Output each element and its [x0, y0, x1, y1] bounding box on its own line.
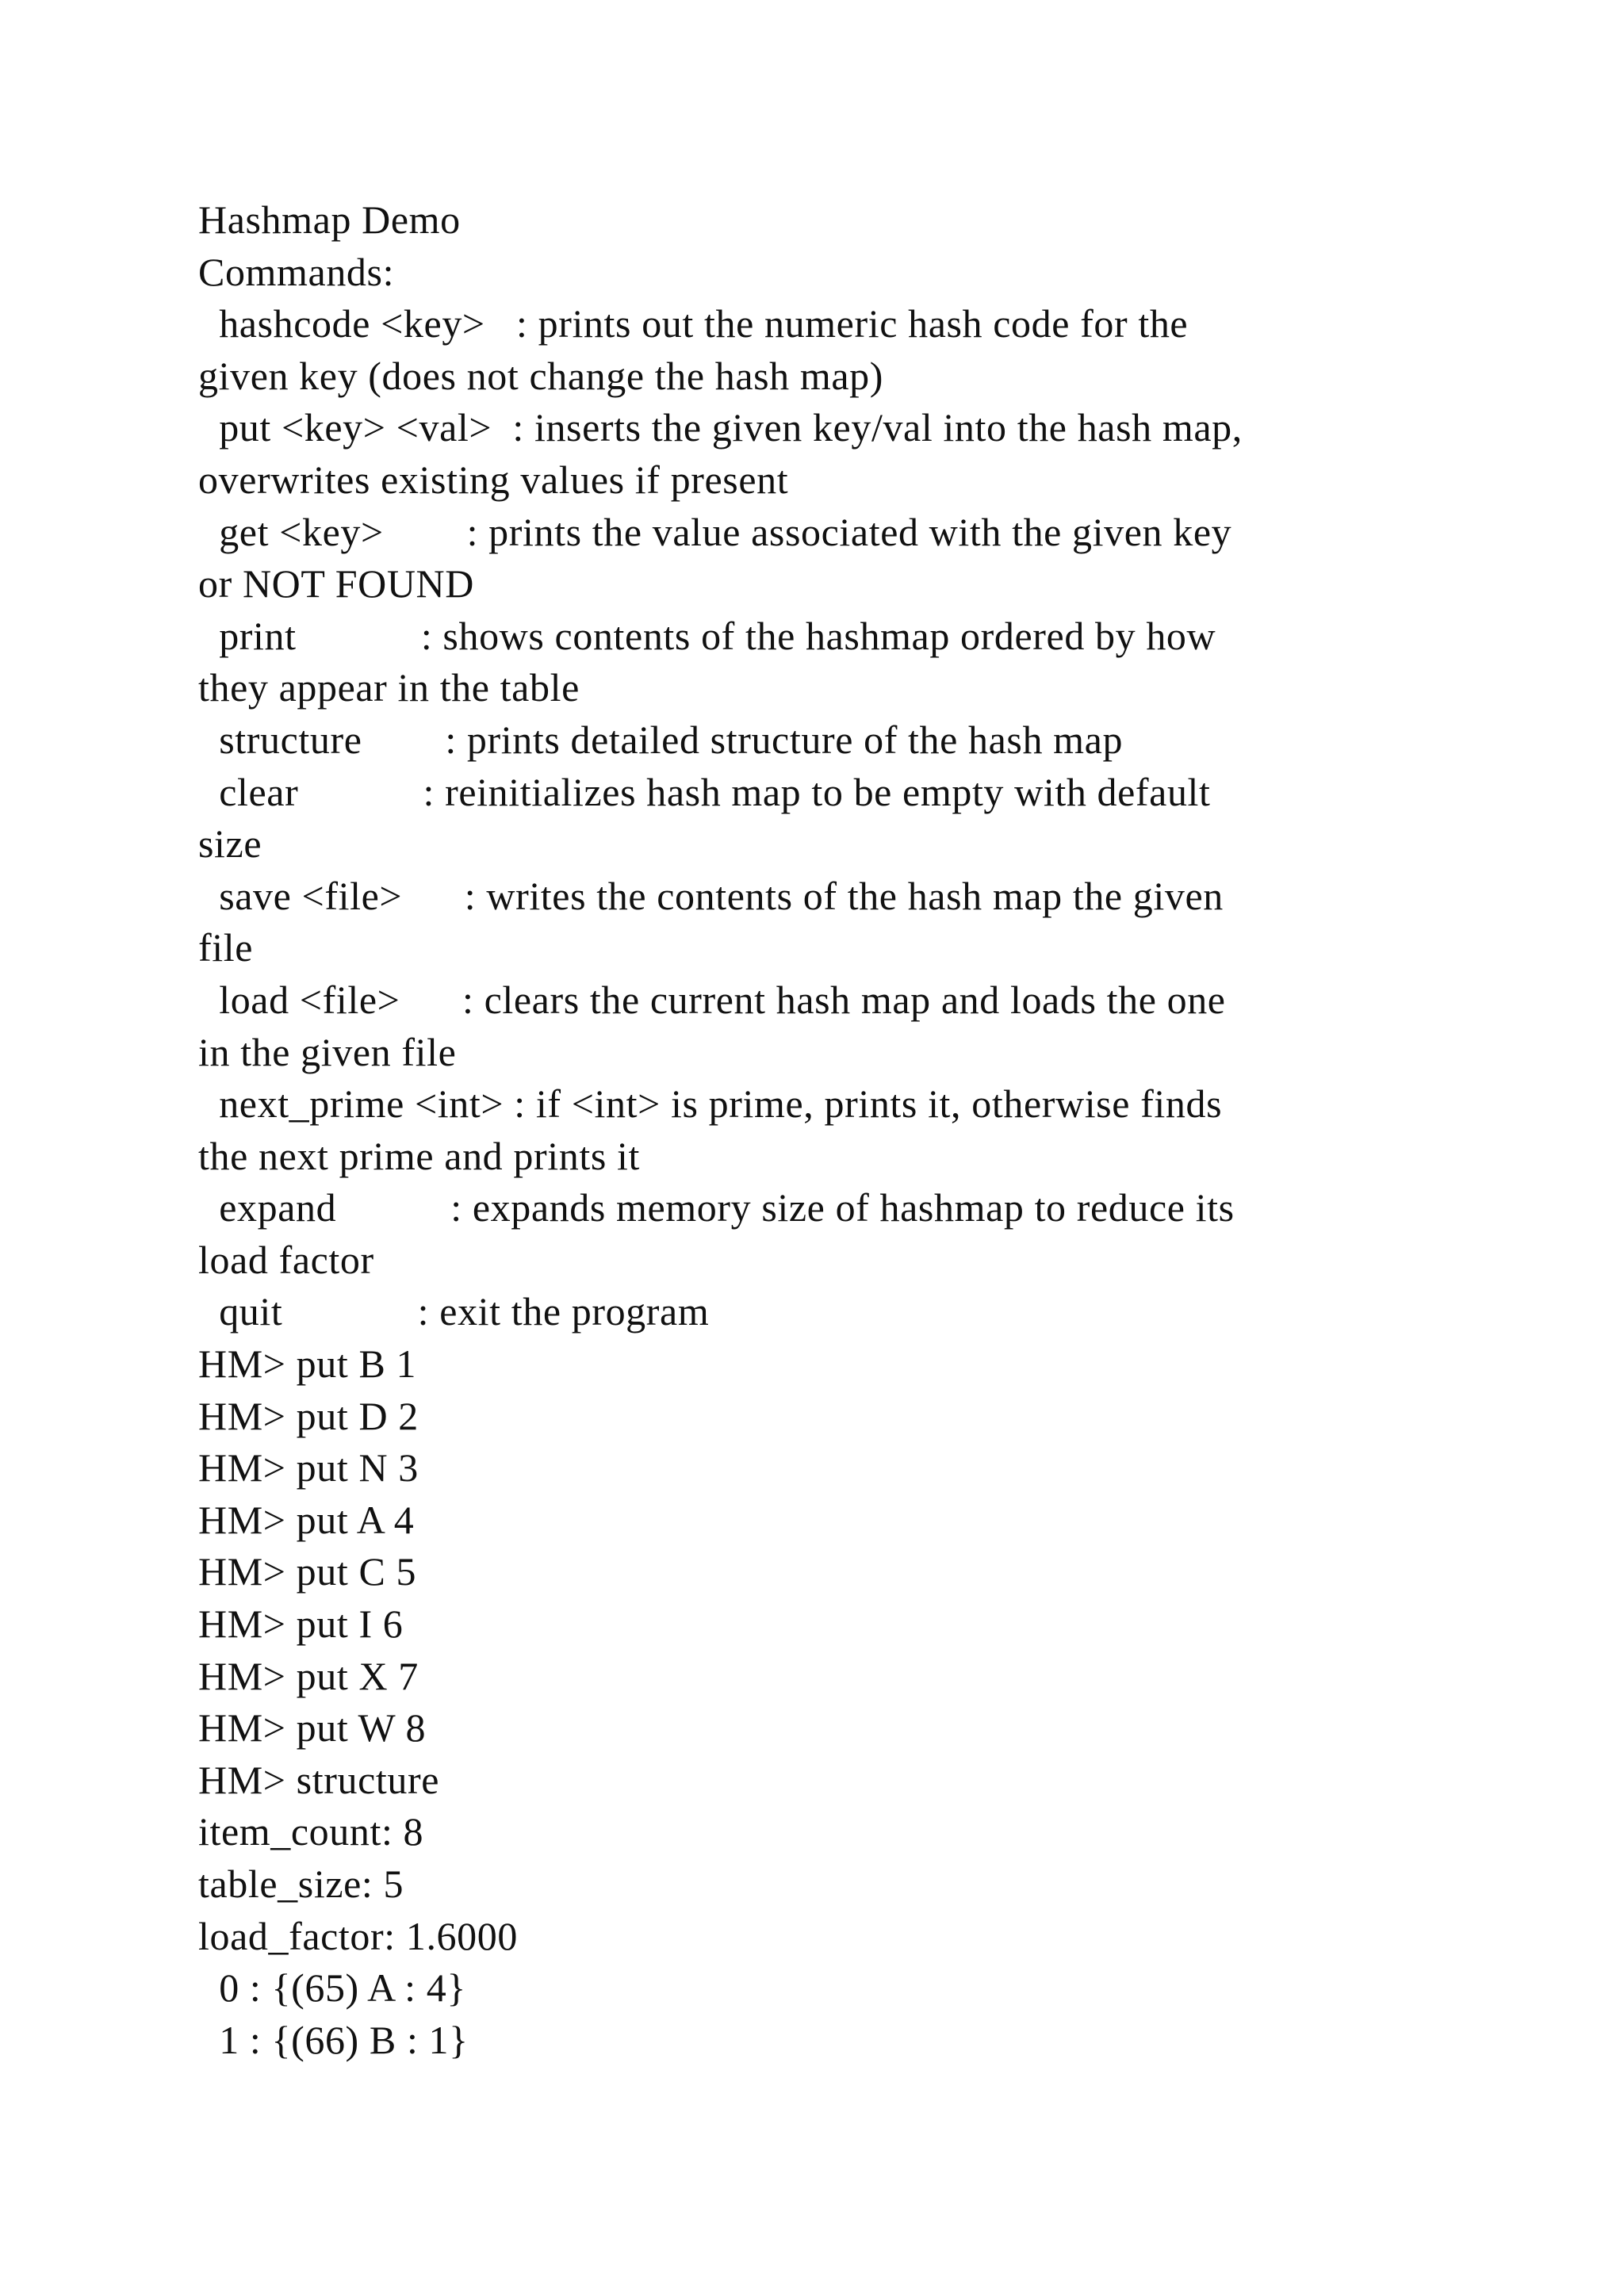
command-quit: quit : exit the program: [198, 1289, 710, 1334]
output-bucket-line: 0 : {(65) A : 4}: [198, 1965, 466, 2011]
command-get-cont: or NOT FOUND: [198, 561, 474, 607]
session-line: HM> put N 3: [198, 1445, 419, 1490]
session-line: HM> structure: [198, 1757, 439, 1802]
command-hashcode: hashcode <key> : prints out the numeric hash code for the: [198, 301, 1189, 346]
doc-title: Hashmap Demo: [198, 197, 461, 242]
command-next-prime-cont: the next prime and prints it: [198, 1133, 640, 1178]
session-line: HM> put C 5: [198, 1549, 417, 1594]
output-table-size: table_size: 5: [198, 1862, 404, 1906]
commands-heading: Commands:: [198, 249, 395, 294]
output-load-factor: load_factor: 1.6000: [198, 1913, 518, 1958]
session-line: HM> put W 8: [198, 1705, 427, 1751]
command-expand-cont: load factor: [198, 1237, 374, 1282]
output-item-count: item_count: 8: [198, 1809, 424, 1854]
session-line: HM> put I 6: [198, 1601, 404, 1647]
command-next-prime: next_prime <int> : if <int> is prime, prints it, otherwise finds: [198, 1081, 1223, 1127]
session-line: HM> put B 1: [198, 1341, 417, 1387]
command-put-cont: overwrites existing values if present: [198, 457, 789, 502]
command-load: load <file> : clears the current hash map and loads the one: [198, 977, 1226, 1022]
document-page: [198, 194, 1467, 2066]
command-put: put <key> <val> : inserts the given key/val into the hash map,: [198, 405, 1243, 450]
command-clear-cont: size: [198, 821, 262, 867]
command-load-cont: in the given file: [198, 1029, 457, 1074]
command-print: print : shows contents of the hashmap ordered by how: [198, 613, 1216, 658]
session-line: HM> put X 7: [198, 1653, 419, 1698]
command-structure: structure : prints detailed structure of the hash map: [198, 717, 1124, 762]
command-save: save <file> : writes the contents of the hash map the given: [198, 873, 1224, 918]
command-print-cont: they appear in the table: [198, 665, 580, 710]
session-line: HM> put D 2: [198, 1393, 419, 1438]
command-expand: expand : expands memory size of hashmap to reduce its: [198, 1185, 1235, 1230]
output-bucket-line: 1 : {(66) B : 1}: [198, 2017, 469, 2062]
command-get: get <key> : prints the value associated with the given key: [198, 509, 1232, 554]
command-hashcode-cont: given key (does not change the hash map): [198, 353, 884, 398]
command-save-cont: file: [198, 925, 254, 970]
command-clear: clear : reinitializes hash map to be empty with default: [198, 769, 1211, 814]
session-line: HM> put A 4: [198, 1497, 415, 1542]
